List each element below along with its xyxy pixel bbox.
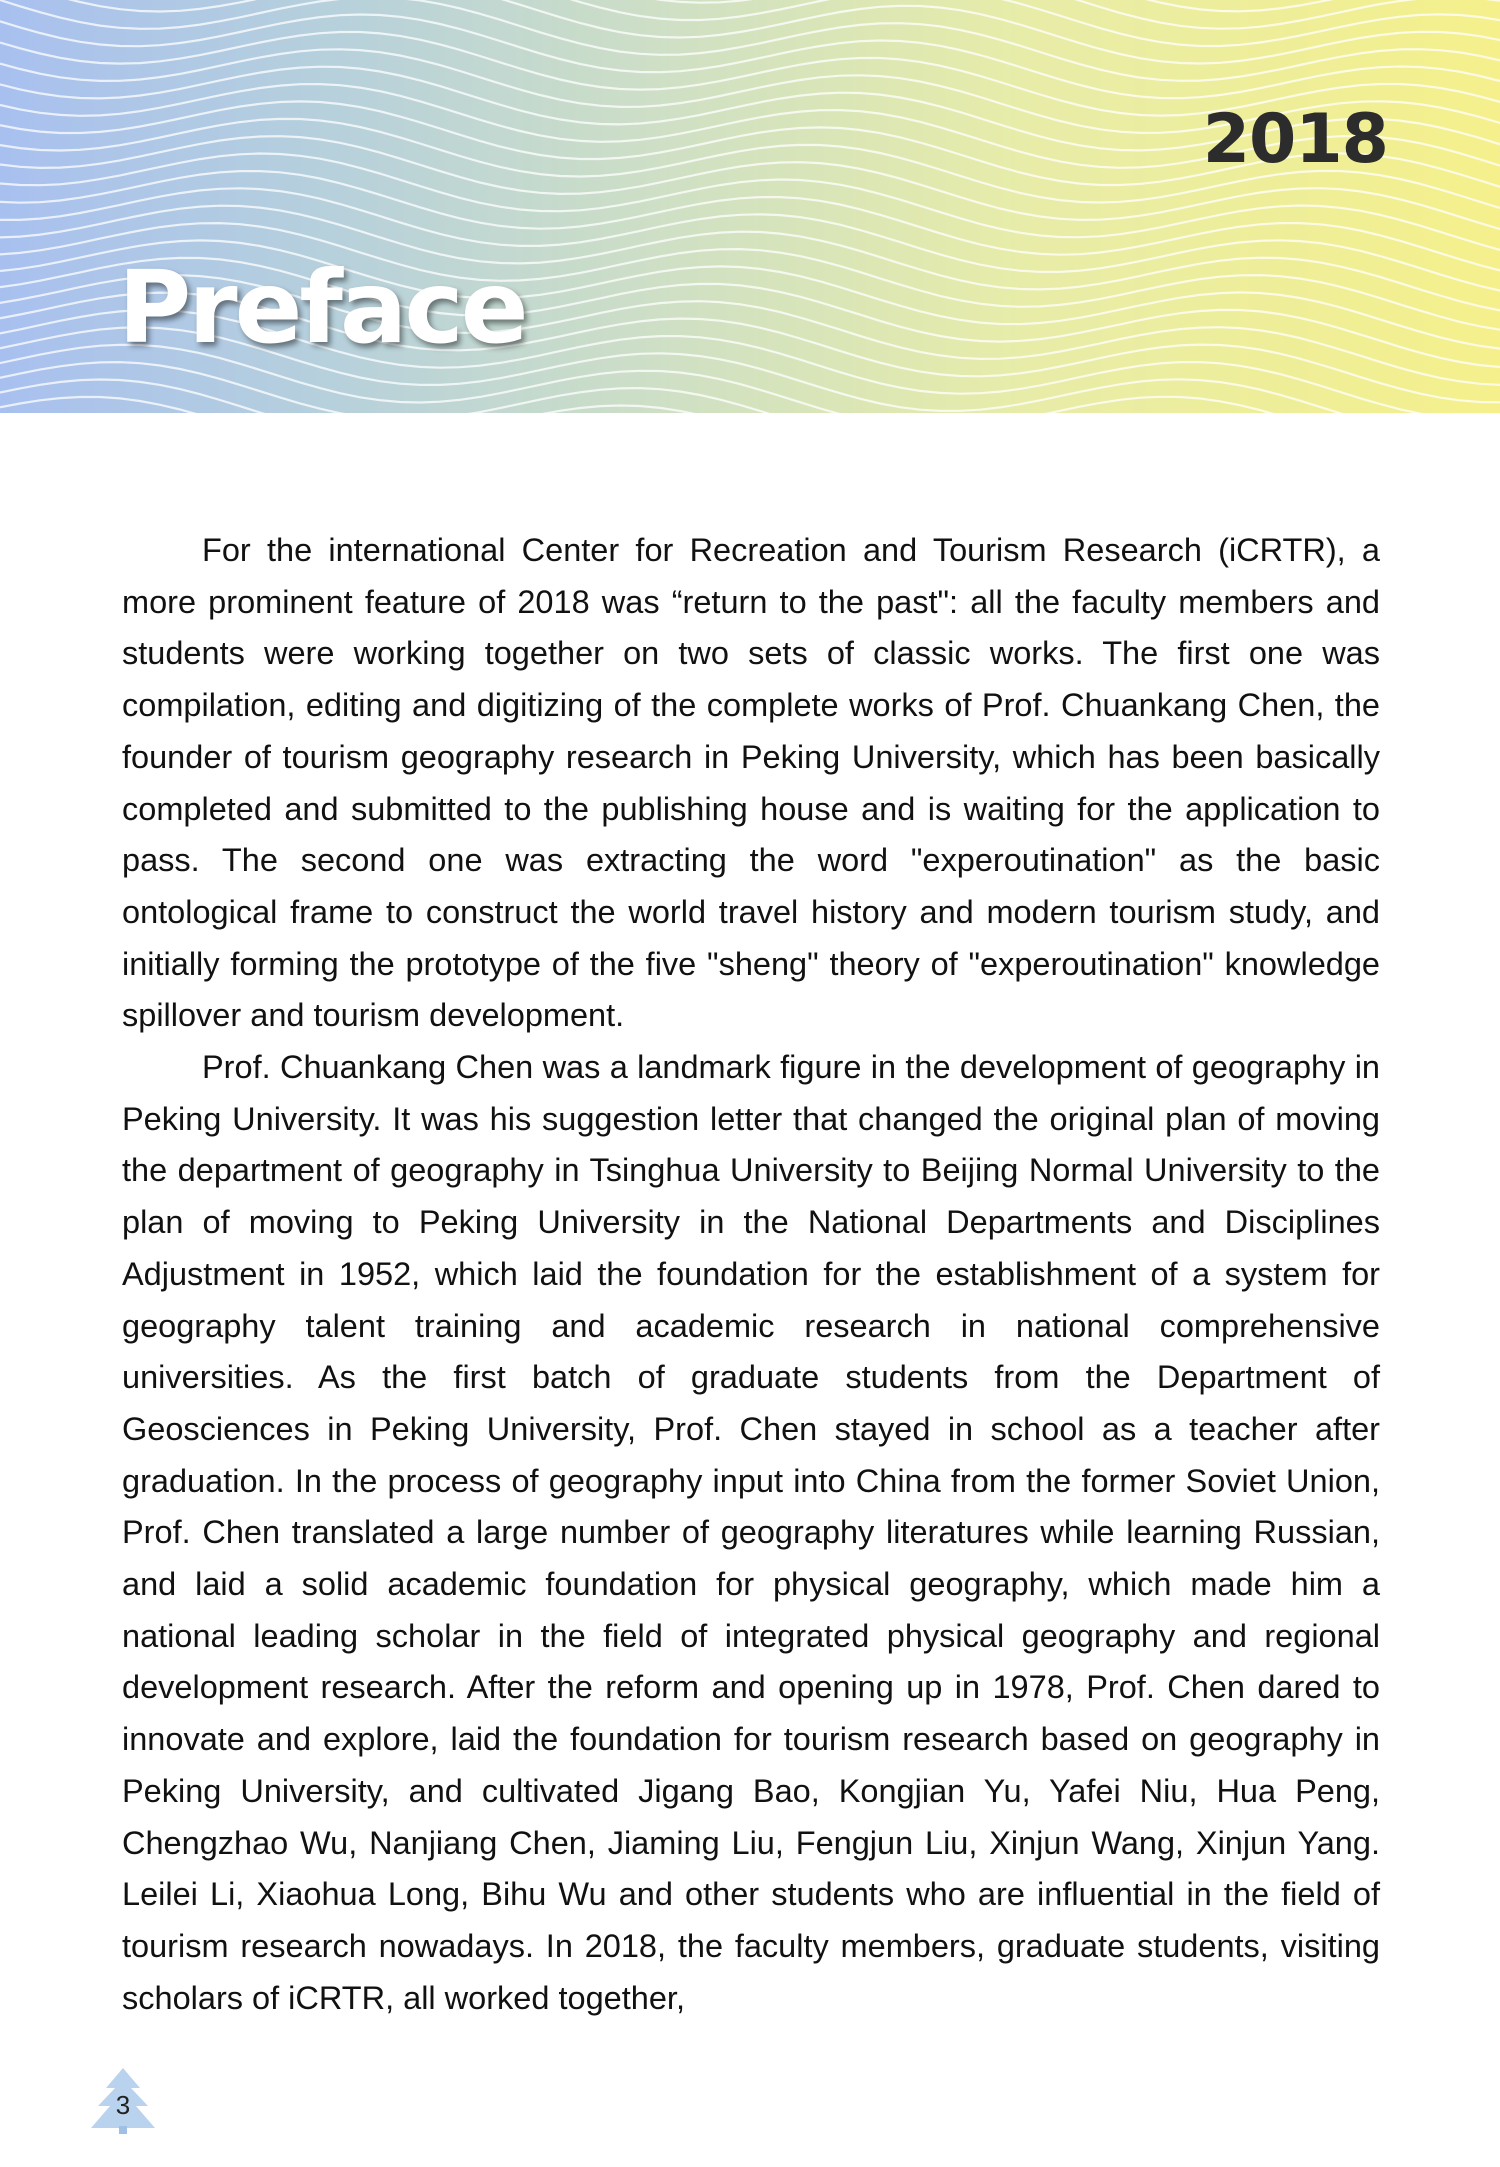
page-number-badge — [88, 2068, 158, 2134]
year-label: 2018 — [1202, 100, 1388, 179]
wave-line — [0, 397, 1500, 413]
paragraph-1: For the international Center for Recreation and Tourism Research (iCRTR), a more prominent feature of 2018 was “return to the past": all the faculty members and students were working together on two sets of classic works. The first one was compilation, editing and digitizing of the complete works of Prof. Chuankang Chen, the founder of tourism geography research in Peking University, which has been basically completed and submitted to the publishing house and is waiting for the application to pass. The second one was extracting the word "experoutination" as the basic ontological frame to construct the world travel history and modern tourism study, and initially forming the prototype of the five "sheng" theory of "experoutination" knowledge spillover and tourism development. — [122, 532, 1380, 1034]
paragraph-2: Prof. Chuankang Chen was a landmark figure in the development of geography in Peking University. It was his suggestion letter that changed the original plan of moving the department of geography in Tsinghua University to Beijing Normal University to the plan of moving to Peking University in the National Departments and Disciplines Adjustment in 1952, which laid the foundation for the establishment of a system for geography talent training and academic research in national comprehensive universities. As the first batch of graduate students from the Department of Geosciences in Peking University, Prof. Chen stayed in school as a teacher after graduation. In the process of geography input into China from the former Soviet Union, Prof. Chen translated a large number of geography literatures while learning Russian, and laid a solid academic foundation for physical geography, which made him a national leading scholar in the field of integrated physical geography and regional development research. After the reform and opening up in 1978, Prof. Chen dared to innovate and explore, laid the foundation for tourism research based on geography in Peking University, and cultivated Jigang Bao, Kongjian Yu, Yafei Niu, Hua Peng, Chengzhao Wu, Nanjiang Chen, Jiaming Liu, Fengjun Liu, Xinjun Wang, Xinjun Yang. Leilei Li, Xiaohua Long, Bihu Wu and other students who are influential in the field of tourism research nowadays. In 2018, the faculty members, graduate students, visiting scholars of iCRTR, all worked together, — [122, 1049, 1380, 2016]
wave-line — [0, 0, 1500, 46]
header-banner — [0, 0, 1500, 413]
page-number: 3 — [115, 2090, 131, 2120]
preface-body — [122, 525, 1380, 2024]
page-title: Preface — [118, 249, 526, 366]
